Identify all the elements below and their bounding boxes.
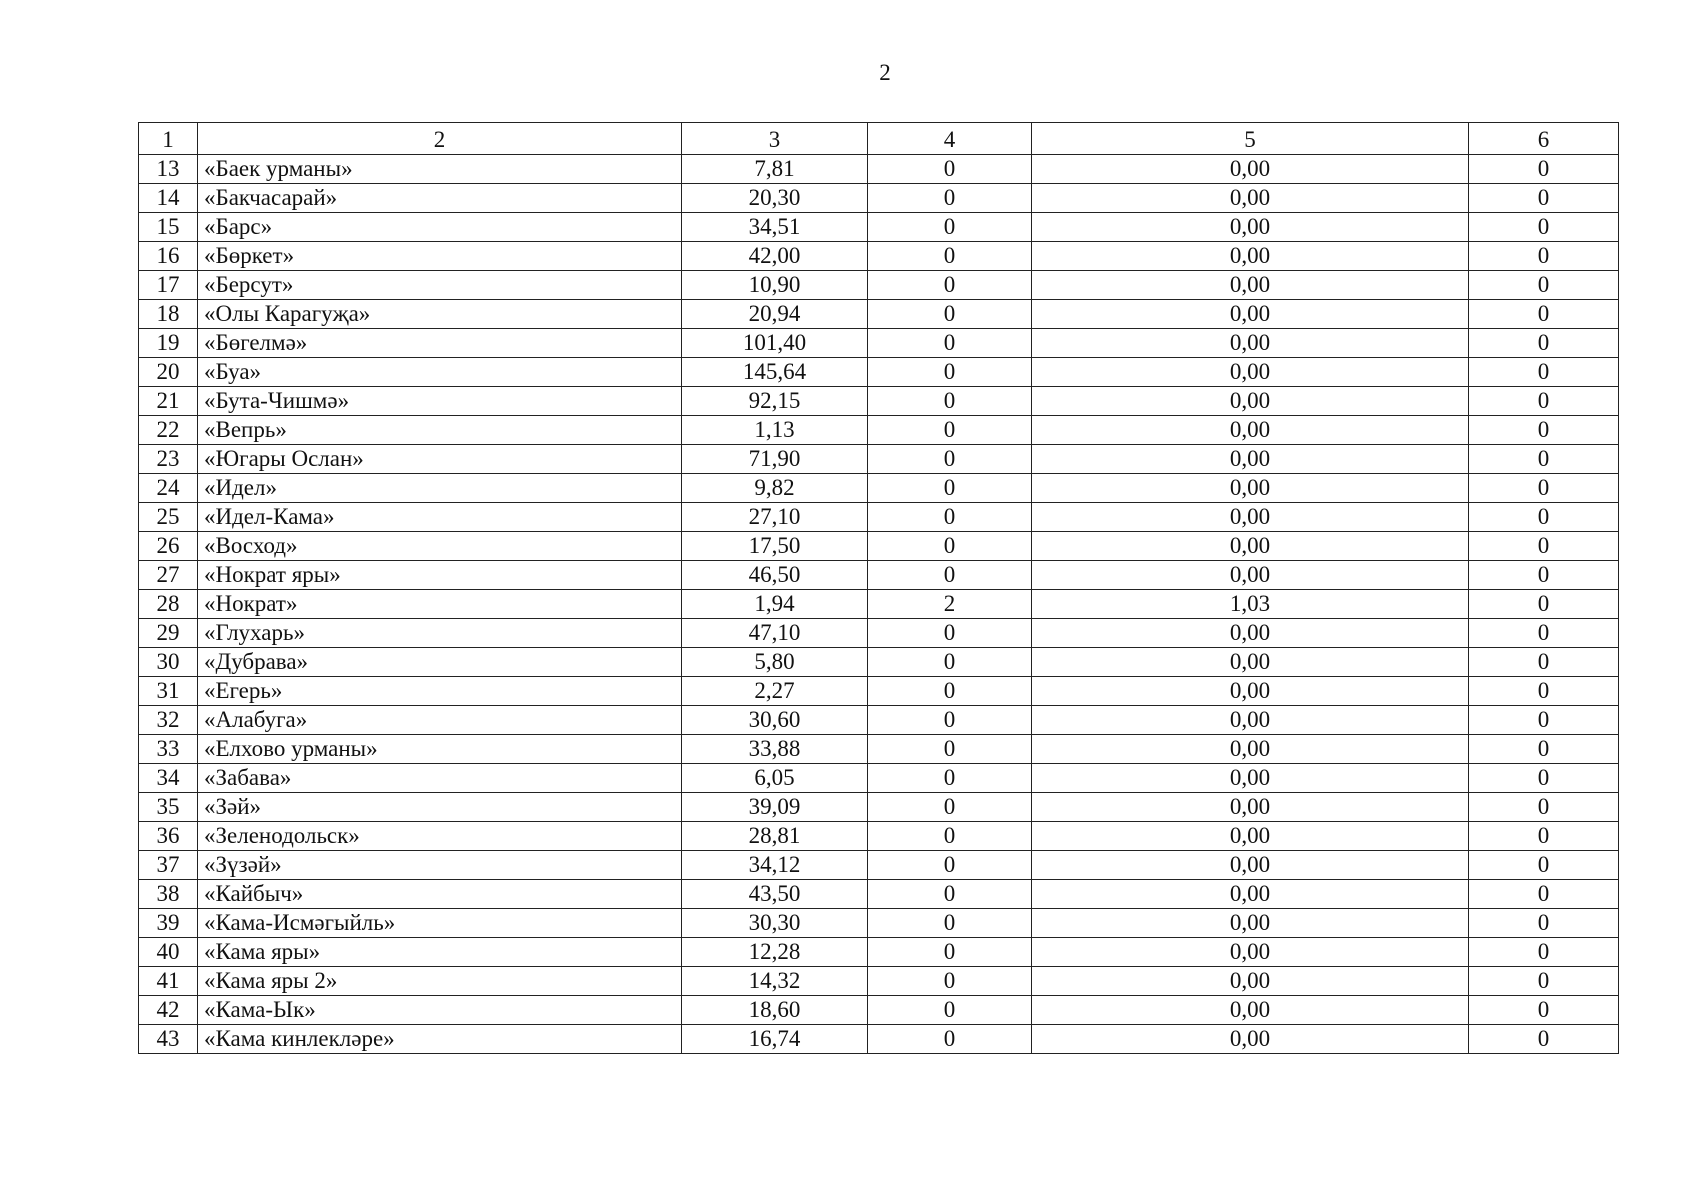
row-number-cell: 28 [139,590,198,619]
extra-cell: 0 [1469,909,1619,938]
count-cell: 0 [868,387,1032,416]
table-header-row [139,123,1619,155]
table-row [139,184,1619,213]
row-number-cell: 35 [139,793,198,822]
count-cell: 0 [868,532,1032,561]
name-cell: «Идел» [198,474,682,503]
count-cell: 0 [868,938,1032,967]
count-cell: 0 [868,474,1032,503]
extra-cell: 0 [1469,271,1619,300]
value-cell: 0,00 [1032,474,1469,503]
value-cell: 0,00 [1032,358,1469,387]
name-cell: «Бута-Чишмә» [198,387,682,416]
count-cell: 0 [868,184,1032,213]
table-row [139,590,1619,619]
area-cell: 20,94 [682,300,868,329]
area-cell: 42,00 [682,242,868,271]
area-cell: 145,64 [682,358,868,387]
value-cell: 0,00 [1032,242,1469,271]
extra-cell: 0 [1469,329,1619,358]
name-cell: «Забава» [198,764,682,793]
table-row [139,619,1619,648]
extra-cell: 0 [1469,532,1619,561]
area-cell: 14,32 [682,967,868,996]
count-cell: 0 [868,735,1032,764]
row-number-cell: 32 [139,706,198,735]
name-cell: «Зүзәй» [198,851,682,880]
row-number-cell: 18 [139,300,198,329]
data-table [138,122,1619,1054]
row-number-cell: 29 [139,619,198,648]
count-cell: 0 [868,764,1032,793]
name-cell: «Олы Карагуҗа» [198,300,682,329]
count-cell: 0 [868,967,1032,996]
extra-cell: 0 [1469,677,1619,706]
area-cell: 12,28 [682,938,868,967]
row-number-cell: 31 [139,677,198,706]
value-cell: 0,00 [1032,909,1469,938]
extra-cell: 0 [1469,213,1619,242]
header-cell: 2 [198,123,682,155]
table-row [139,474,1619,503]
value-cell: 0,00 [1032,1025,1469,1054]
name-cell: «Буа» [198,358,682,387]
table-row [139,851,1619,880]
name-cell: «Барс» [198,213,682,242]
area-cell: 27,10 [682,503,868,532]
table-row [139,764,1619,793]
area-cell: 10,90 [682,271,868,300]
page-number: 2 [879,60,891,85]
name-cell: «Кама-Исмәгыйль» [198,909,682,938]
row-number-cell: 42 [139,996,198,1025]
name-cell: «Восход» [198,532,682,561]
header-cell: 3 [682,123,868,155]
row-number-cell: 36 [139,822,198,851]
table-row [139,880,1619,909]
row-number-cell: 41 [139,967,198,996]
table-row [139,329,1619,358]
area-cell: 9,82 [682,474,868,503]
table-row [139,532,1619,561]
table-row [139,938,1619,967]
count-cell: 0 [868,619,1032,648]
table-row [139,706,1619,735]
name-cell: «Кама кинлекләре» [198,1025,682,1054]
extra-cell: 0 [1469,387,1619,416]
count-cell: 0 [868,445,1032,474]
name-cell: «Кайбыч» [198,880,682,909]
row-number-cell: 33 [139,735,198,764]
value-cell: 0,00 [1032,561,1469,590]
extra-cell: 0 [1469,445,1619,474]
table-row [139,822,1619,851]
extra-cell: 0 [1469,561,1619,590]
row-number-cell: 20 [139,358,198,387]
name-cell: «Идел-Кама» [198,503,682,532]
extra-cell: 0 [1469,242,1619,271]
extra-cell: 0 [1469,590,1619,619]
table-row [139,503,1619,532]
value-cell: 0,00 [1032,329,1469,358]
row-number-cell: 15 [139,213,198,242]
table-row [139,155,1619,184]
extra-cell: 0 [1469,619,1619,648]
count-cell: 0 [868,561,1032,590]
area-cell: 34,12 [682,851,868,880]
area-cell: 71,90 [682,445,868,474]
extra-cell: 0 [1469,764,1619,793]
count-cell: 0 [868,300,1032,329]
area-cell: 47,10 [682,619,868,648]
extra-cell: 0 [1469,735,1619,764]
name-cell: «Дубрава» [198,648,682,677]
area-cell: 16,74 [682,1025,868,1054]
area-cell: 5,80 [682,648,868,677]
count-cell: 2 [868,590,1032,619]
area-cell: 28,81 [682,822,868,851]
extra-cell: 0 [1469,155,1619,184]
count-cell: 0 [868,880,1032,909]
row-number-cell: 22 [139,416,198,445]
table-row [139,416,1619,445]
name-cell: «Нократ» [198,590,682,619]
row-number-cell: 21 [139,387,198,416]
count-cell: 0 [868,793,1032,822]
name-cell: «Кама-Ык» [198,996,682,1025]
area-cell: 30,30 [682,909,868,938]
row-number-cell: 17 [139,271,198,300]
header-cell: 1 [139,123,198,155]
name-cell: «Алабуга» [198,706,682,735]
area-cell: 34,51 [682,213,868,242]
area-cell: 2,27 [682,677,868,706]
count-cell: 0 [868,271,1032,300]
extra-cell: 0 [1469,300,1619,329]
row-number-cell: 14 [139,184,198,213]
table-row [139,271,1619,300]
name-cell: «Елхово урманы» [198,735,682,764]
count-cell: 0 [868,242,1032,271]
name-cell: «Егерь» [198,677,682,706]
area-cell: 20,30 [682,184,868,213]
header-cell: 5 [1032,123,1469,155]
extra-cell: 0 [1469,706,1619,735]
value-cell: 0,00 [1032,735,1469,764]
name-cell: «Баек урманы» [198,155,682,184]
table-row [139,300,1619,329]
value-cell: 0,00 [1032,416,1469,445]
count-cell: 0 [868,358,1032,387]
extra-cell: 0 [1469,822,1619,851]
table-row [139,387,1619,416]
row-number-cell: 38 [139,880,198,909]
row-number-cell: 13 [139,155,198,184]
value-cell: 0,00 [1032,677,1469,706]
value-cell: 0,00 [1032,184,1469,213]
area-cell: 92,15 [682,387,868,416]
name-cell: «Зәй» [198,793,682,822]
name-cell: «Зеленодольск» [198,822,682,851]
count-cell: 0 [868,329,1032,358]
header-cell: 4 [868,123,1032,155]
area-cell: 33,88 [682,735,868,764]
value-cell: 0,00 [1032,648,1469,677]
area-cell: 101,40 [682,329,868,358]
name-cell: «Бөгелмә» [198,329,682,358]
count-cell: 0 [868,909,1032,938]
row-number-cell: 37 [139,851,198,880]
name-cell: «Бөркет» [198,242,682,271]
value-cell: 0,00 [1032,619,1469,648]
value-cell: 0,00 [1032,706,1469,735]
value-cell: 0,00 [1032,271,1469,300]
row-number-cell: 39 [139,909,198,938]
count-cell: 0 [868,648,1032,677]
table-row [139,358,1619,387]
name-cell: «Кама яры» [198,938,682,967]
value-cell: 0,00 [1032,387,1469,416]
area-cell: 46,50 [682,561,868,590]
table-row [139,213,1619,242]
extra-cell: 0 [1469,938,1619,967]
header-cell: 6 [1469,123,1619,155]
table-row [139,996,1619,1025]
area-cell: 39,09 [682,793,868,822]
count-cell: 0 [868,677,1032,706]
extra-cell: 0 [1469,967,1619,996]
row-number-cell: 24 [139,474,198,503]
area-cell: 7,81 [682,155,868,184]
value-cell: 0,00 [1032,445,1469,474]
count-cell: 0 [868,851,1032,880]
extra-cell: 0 [1469,474,1619,503]
name-cell: «Бакчасарай» [198,184,682,213]
extra-cell: 0 [1469,1025,1619,1054]
value-cell: 0,00 [1032,300,1469,329]
value-cell: 0,00 [1032,213,1469,242]
count-cell: 0 [868,996,1032,1025]
value-cell: 0,00 [1032,155,1469,184]
row-number-cell: 40 [139,938,198,967]
value-cell: 0,00 [1032,822,1469,851]
name-cell: «Югары Ослан» [198,445,682,474]
value-cell: 0,00 [1032,532,1469,561]
row-number-cell: 25 [139,503,198,532]
extra-cell: 0 [1469,416,1619,445]
value-cell: 0,00 [1032,967,1469,996]
value-cell: 0,00 [1032,793,1469,822]
row-number-cell: 26 [139,532,198,561]
table-row [139,561,1619,590]
value-cell: 1,03 [1032,590,1469,619]
extra-cell: 0 [1469,503,1619,532]
table-row [139,967,1619,996]
area-cell: 43,50 [682,880,868,909]
area-cell: 30,60 [682,706,868,735]
table-row [139,677,1619,706]
extra-cell: 0 [1469,184,1619,213]
row-number-cell: 19 [139,329,198,358]
table-row [139,735,1619,764]
row-number-cell: 34 [139,764,198,793]
area-cell: 1,94 [682,590,868,619]
extra-cell: 0 [1469,793,1619,822]
name-cell: «Берсут» [198,271,682,300]
count-cell: 0 [868,155,1032,184]
value-cell: 0,00 [1032,938,1469,967]
table-row [139,445,1619,474]
extra-cell: 0 [1469,648,1619,677]
extra-cell: 0 [1469,880,1619,909]
name-cell: «Глухарь» [198,619,682,648]
count-cell: 0 [868,416,1032,445]
value-cell: 0,00 [1032,503,1469,532]
name-cell: «Вепрь» [198,416,682,445]
value-cell: 0,00 [1032,880,1469,909]
row-number-cell: 23 [139,445,198,474]
count-cell: 0 [868,1025,1032,1054]
area-cell: 18,60 [682,996,868,1025]
count-cell: 0 [868,213,1032,242]
area-cell: 6,05 [682,764,868,793]
count-cell: 0 [868,706,1032,735]
extra-cell: 0 [1469,851,1619,880]
table-body [139,123,1619,1054]
table-row [139,648,1619,677]
value-cell: 0,00 [1032,996,1469,1025]
row-number-cell: 30 [139,648,198,677]
table-row [139,909,1619,938]
name-cell: «Кама яры 2» [198,967,682,996]
value-cell: 0,00 [1032,764,1469,793]
extra-cell: 0 [1469,358,1619,387]
extra-cell: 0 [1469,996,1619,1025]
name-cell: «Нократ яры» [198,561,682,590]
count-cell: 0 [868,822,1032,851]
area-cell: 17,50 [682,532,868,561]
count-cell: 0 [868,503,1032,532]
table-row [139,793,1619,822]
value-cell: 0,00 [1032,851,1469,880]
row-number-cell: 16 [139,242,198,271]
table-row [139,1025,1619,1054]
row-number-cell: 43 [139,1025,198,1054]
area-cell: 1,13 [682,416,868,445]
table-row [139,242,1619,271]
row-number-cell: 27 [139,561,198,590]
